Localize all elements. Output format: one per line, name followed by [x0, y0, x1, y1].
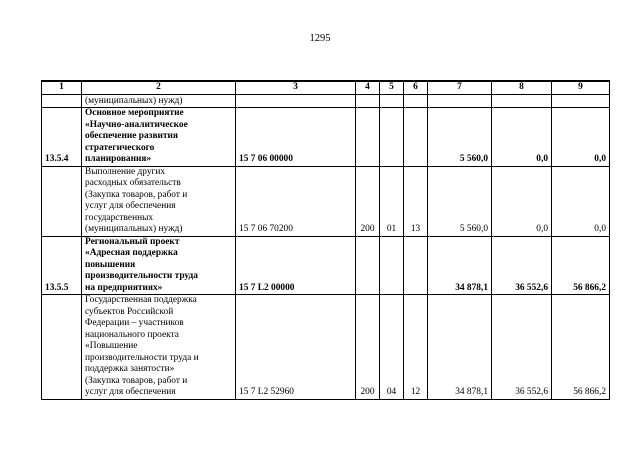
row-number-cell: 13.5.4 [42, 108, 82, 167]
row-number-cell [42, 95, 82, 108]
budget-table [41, 80, 610, 400]
row-col4-cell: 200 [356, 166, 380, 236]
row-number-cell [42, 295, 82, 400]
row-col5-cell [380, 95, 404, 108]
row-amount-9-cell: 56 866,2 [552, 295, 610, 400]
row-number-cell: 13.5.5 [42, 236, 82, 295]
row-col4-cell [356, 108, 380, 167]
row-name-cell [82, 108, 236, 167]
row-col6-cell [404, 95, 428, 108]
row-amount-9-cell: 0,0 [552, 166, 610, 236]
row-code-cell [236, 95, 356, 108]
row-col5-cell [380, 108, 404, 167]
row-name-text: Государственная поддержка субъектов Российской Федерации – участников национального проекта «Повышение производительности труда и поддержка занятости» (Закупка товаров, работ и услуг для обеспечения [85, 295, 199, 397]
row-col6-cell [404, 108, 428, 167]
table-row [42, 295, 610, 400]
table-row [42, 108, 610, 167]
row-name-text: Региональный проект «Адресная поддержка повышения производительности труда на предприятиях» [85, 236, 198, 293]
row-col4-cell [356, 95, 380, 108]
row-col5-cell: 04 [380, 295, 404, 400]
row-col6-cell: 12 [404, 295, 428, 400]
row-amount-7-cell: 5 560,0 [428, 108, 492, 167]
row-name-cell [82, 95, 236, 108]
row-amount-8-cell [492, 95, 552, 108]
column-header-7: 7 [428, 81, 492, 95]
column-header-5: 5 [380, 81, 404, 95]
page-number: 1295 [309, 33, 331, 44]
row-code-cell: 15 7 06 00000 [236, 108, 356, 167]
column-header-9: 9 [552, 81, 610, 95]
row-amount-7-cell [428, 95, 492, 108]
table-header-row [42, 81, 610, 95]
row-col4-cell: 200 [356, 295, 380, 400]
row-col5-cell [380, 236, 404, 295]
table-row [42, 166, 610, 236]
row-code-cell: 15 7 L2 52960 [236, 295, 356, 400]
row-amount-7-cell: 34 878,1 [428, 236, 492, 295]
row-amount-8-cell: 0,0 [492, 166, 552, 236]
row-name-cell [82, 166, 236, 236]
row-amount-8-cell: 36 552,6 [492, 295, 552, 400]
row-col4-cell [356, 236, 380, 295]
row-name-text: (муниципальных) нужд) [85, 95, 183, 106]
row-amount-9-cell: 56 866,2 [552, 236, 610, 295]
column-header-6: 6 [404, 81, 428, 95]
row-name-text: Основное мероприятие «Научно-аналитическое обеспечение развития стратегического планирования» [85, 108, 188, 164]
table-row [42, 95, 610, 108]
row-amount-7-cell: 34 878,1 [428, 295, 492, 400]
row-number-cell [42, 166, 82, 236]
column-header-3: 3 [236, 81, 356, 95]
table-row [42, 236, 610, 295]
row-name-cell [82, 295, 236, 400]
row-amount-7-cell: 5 560,0 [428, 166, 492, 236]
column-header-2: 2 [82, 81, 236, 95]
row-col6-cell: 13 [404, 166, 428, 236]
column-header-4: 4 [356, 81, 380, 95]
row-amount-9-cell: 0,0 [552, 108, 610, 167]
row-amount-8-cell: 0,0 [492, 108, 552, 167]
row-col5-cell: 01 [380, 166, 404, 236]
row-name-text: Выполнение других расходных обязательств (Закупка товаров, работ и услуг для обеспечения государственных (муниципальных) нужд) [85, 166, 188, 234]
row-col6-cell [404, 236, 428, 295]
row-amount-9-cell [552, 95, 610, 108]
row-code-cell: 15 7 L2 00000 [236, 236, 356, 295]
column-header-8: 8 [492, 81, 552, 95]
column-header-1: 1 [42, 81, 82, 95]
row-code-cell: 15 7 06 70200 [236, 166, 356, 236]
row-name-cell [82, 236, 236, 295]
row-amount-8-cell: 36 552,6 [492, 236, 552, 295]
